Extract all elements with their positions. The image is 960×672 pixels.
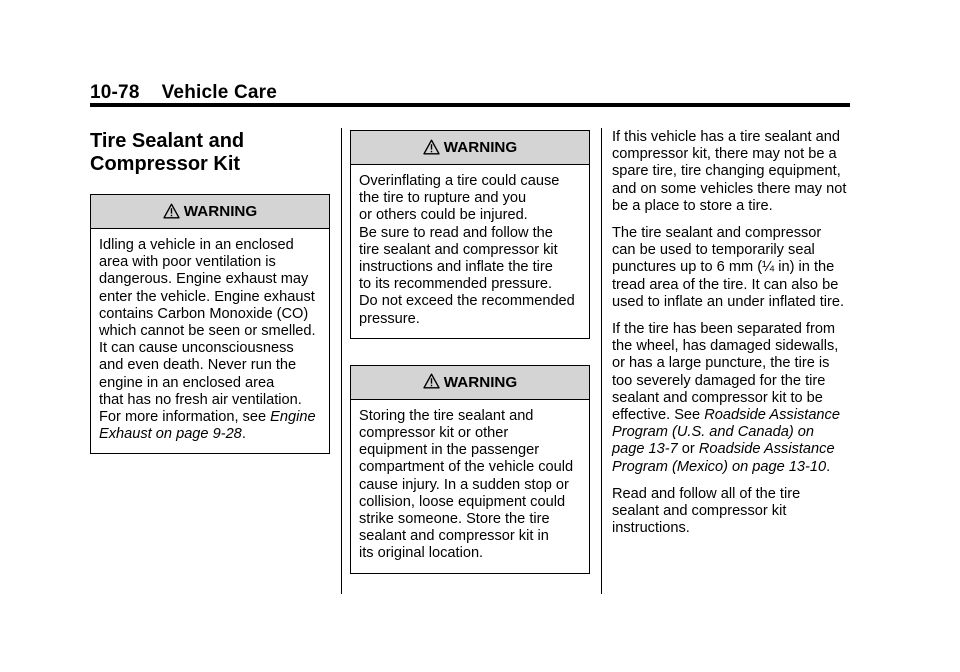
paragraph-intro: If this vehicle has a tire sealant and compressor kit, there may not be a spare tire, tire changing equipment, and on some vehicles there may not be a place to store a tire.	[612, 129, 847, 214]
warning-header	[351, 366, 589, 400]
warning-box-exhaust	[90, 194, 330, 454]
warning-body	[91, 229, 329, 453]
paragraph-damage: If the tire has been separated from the wheel, has damaged sidewalls, or has a large puncture, the tire is too severely damaged for the tire sealant and compressor kit to be effective. See Roadside Assistance Program (U.S. and Canada) on page 13-7 or Roadside Assistance Program (Mexico) on page 13-10.	[612, 321, 840, 475]
warning-header	[351, 131, 589, 165]
warning-text: Storing the tire sealant and compressor kit or other equipment in the passenger compartment of the vehicle could cause injury. In a sudden stop or collision, loose equipment could strike someone. Store the tire sealant and compressor kit in its original location.	[359, 407, 574, 562]
header-rule	[90, 103, 850, 107]
section-name: Vehicle Care	[161, 82, 278, 103]
warning-triangle-icon	[423, 139, 440, 155]
cross-reference-link-us-canada[interactable]: Roadside Assistance Program (U.S. and Canada) on page 13-7	[612, 407, 840, 458]
warning-text: Idling a vehicle in an enclosed area with poor ventilation is dangerous. Engine exhaust may enter the vehicle. Engine exhaust contains Carbon Monoxide (CO) which cannot be seen or smelled. It can cause unconsciousness and even death. Never run the engine in an enclosed area that has no fresh air ventilation. For more information, see Engine Exhaust on page 9-28.	[99, 237, 316, 443]
warning-body	[351, 165, 589, 338]
page-number: 10-78	[90, 82, 140, 103]
column-1	[90, 130, 330, 454]
warning-label: WARNING	[183, 202, 258, 220]
warning-box-overinflation	[350, 130, 590, 339]
warning-triangle-icon	[163, 203, 180, 219]
column-3	[612, 129, 857, 547]
cross-reference-link[interactable]: Engine Exhaust on page 9-28	[99, 409, 316, 443]
column-2	[350, 130, 590, 574]
column-divider-right	[601, 128, 602, 594]
page-header	[90, 82, 277, 104]
cross-reference-link-mexico[interactable]: Roadside Assistance Program (Mexico) on page 13-10	[612, 441, 835, 475]
paragraph-usage: The tire sealant and compressor can be used to temporarily seal punctures up to 6 mm (¼ in) in the tread area of the tire. It can also be used to inflate an under inflated tire.	[612, 225, 845, 310]
warning-triangle-icon	[423, 373, 440, 389]
warning-label: WARNING	[443, 373, 518, 391]
warning-body	[351, 400, 589, 573]
section-title: Tire Sealant and Compressor Kit	[90, 130, 245, 175]
warning-header	[91, 195, 329, 229]
paragraph-instructions: Read and follow all of the tire sealant and compressor kit instructions.	[612, 485, 801, 537]
warning-label: WARNING	[443, 138, 518, 156]
column-divider-left	[341, 128, 342, 594]
warning-text: Overinflating a tire could cause the tire to rupture and you or others could be injured. Be sure to read and follow the tire sealant and compressor kit instructions and inflate the tire to its recommended pressure. Do not exceed the recommended pressure.	[359, 173, 575, 327]
warning-box-storage	[350, 365, 590, 574]
